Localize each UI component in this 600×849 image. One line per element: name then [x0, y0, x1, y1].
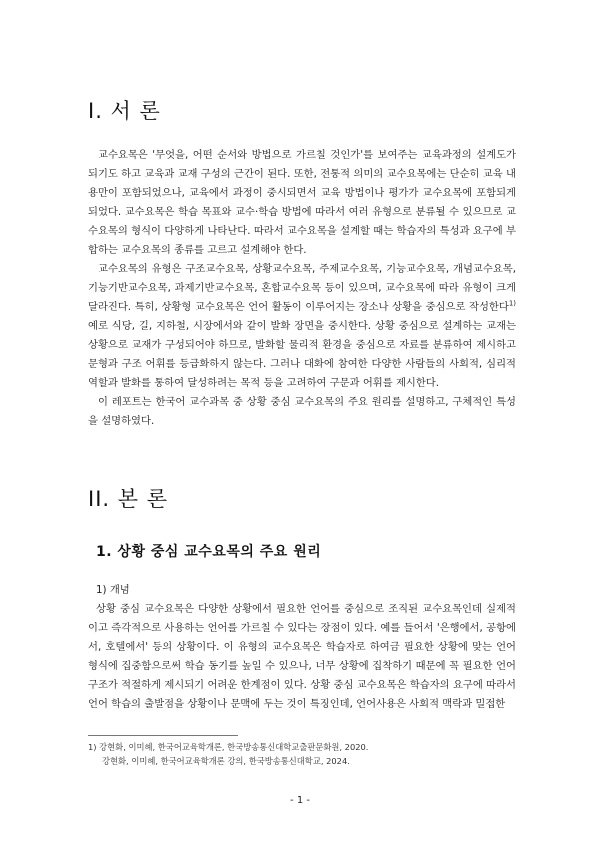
main-body-text — [88, 600, 516, 714]
subsection-title: 1. 상황 중심 교수요목의 주요 원리 — [96, 544, 322, 560]
intro-paragraph-2-continued: 예로 식당, 길, 지하철, 시장에서와 같이 발화 장면을 중시한다. 상황 중심으로 설계하는 교재는 상황으로 교재가 구성되어야 하므로, 발화할 물리적 환경을 중심으로 자료를 분류하여 제시하고 문형과 구조 어휘를 등급화하지 않는다. 그러나 대화에 참여한 다양한 사람들의 사회적, 심리적 역할과 발화를 통하여 달성하려는 목적 등을 고려하여 구문과 어휘를 제시한다. — [88, 320, 516, 389]
main-paragraph: 상황 중심 교수요목은 다양한 상황에서 필요한 언어를 중심으로 조직된 교수요목인데 실제적이고 즉각적으로 사용하는 언어를 가르칠 수 있다는 장점이 있다. 예를 들어서 '은행에서, 공항에서, 호텔에서' 등의 상황이다. 이 유형의 교수요목은 학습자로 하여금 필요한 상황에 맞는 언어 형식에 집중함으로써 학습 동기를 높일 수 있으나, 너무 상황에 집착하기 때문에 꼭 필요한 언어 구조가 적절하게 제시되기 어려운 한계점이 있다. 상황 중심 교수요목은 학습자의 요구에 따라서 언어 학습의 출발점을 상황이나 문맥에 두는 것이 특징인데, 언어사용은 사회적 맥락과 밀접한 — [88, 603, 516, 710]
section-title-main-body: II. 본 론 — [88, 487, 168, 511]
page-number: - 1 - — [290, 795, 310, 806]
intro-paragraph-1: 교수요목은 '무엇을, 어떤 순서와 방법으로 가르칠 것인가'를 보여주는 교육과정의 설계도가 되기도 하고 교육과 교재 구성의 근간이 된다. 또한, 전통적 의미의 교수요목에는 단순히 교육 내용만이 포함되었으나, 교육에서 과정이 중시되면서 교육 방법이나 평가가 교수요목에 포함되게 되었다. 교수요목은 학습 목표와 교수·학습 방법에 따라서 여러 유형으로 분류될 수 있으므로 교수요목의 형식이 다양하게 나타난다. 따라서 교수요목을 설계할 때는 학습자의 특성과 요구에 부합하는 교수요목의 종류를 고르고 설계해야 한다. — [88, 149, 516, 256]
item-label-concept: 1) 개념 — [96, 584, 130, 596]
footnote-reference[interactable]: 1) — [508, 299, 516, 308]
footnotes — [88, 740, 368, 768]
footnote-1: 1) 강현화, 이미혜, 한국어교육학개론, 한국방송통신대학교출판문화원, 2020. — [88, 742, 369, 752]
footnote-divider — [88, 735, 238, 736]
section-title-introduction: I. 서 론 — [88, 99, 161, 123]
intro-paragraph-2 — [88, 260, 516, 393]
intro-paragraph-3: 이 레포트는 한국어 교수과목 중 상황 중심 교수요목의 주요 원리를 설명하고, 구체적인 특성을 설명하였다. — [88, 396, 516, 427]
intro-paragraph-2-text: 교수요목의 유형은 구조교수요목, 상황교수요목, 주제교수요목, 기능교수요목, 개념교수요목, 기능기반교수요목, 과제기반교수요목, 혼합교수요목 등이 있으며, 교수요목에 따라 유형이 크게 달라진다. 특히, 상황형 교수요목은 언어 활동이 이루어지는 장소나 상황을 중심으로 작성한다 — [88, 263, 516, 313]
introduction-body — [88, 146, 516, 431]
footnote-1-continued: 강현화, 이미혜, 한국어교육학개론 강의, 한국방송통신대학교, 2024. — [102, 756, 350, 766]
